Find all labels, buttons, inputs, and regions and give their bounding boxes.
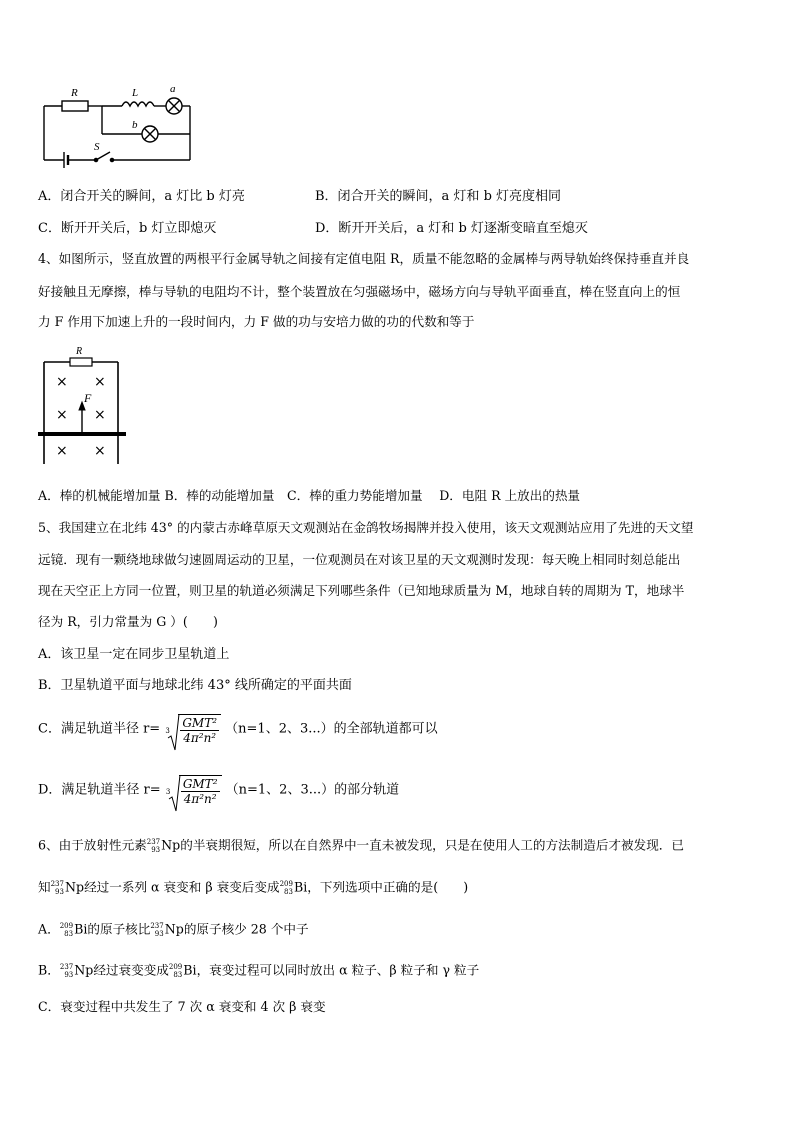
rails-diagram: [36, 342, 136, 467]
fig1-label-b: b: [132, 119, 138, 131]
q4-text-line1: 4、如图所示，竖直放置的两根平行金属导轨之间接有定值电阻 R，质量不能忽略的金属棒与两导轨始终保持垂直并良: [38, 251, 690, 266]
q6-text-line1: [38, 838, 684, 854]
circuit-diagram-1: [38, 78, 198, 173]
q5-option-c: [38, 714, 438, 744]
q5-option-c-prefix: C．满足轨道半径 r=: [38, 721, 161, 737]
nuclide-np: [147, 838, 180, 854]
fraction-denominator: 4π²n²: [183, 792, 217, 806]
nuclide-np: 237 93Np: [59, 962, 94, 979]
q3-option-d: D．断开开关后，a 灯和 b 灯逐渐变暗直至熄灭: [315, 221, 588, 236]
q3-option-b: B．闭合开关的瞬间，a 灯和 b 灯亮度相同: [315, 189, 562, 204]
q5-option-c-suffix: （n=1、2、3...）的全部轨道都可以: [225, 721, 438, 737]
q6-line2-middle: 经过一系列 α 衰变和 β 衰变后变成: [84, 879, 280, 895]
radical-sign: [168, 714, 180, 752]
radical-sign: [169, 775, 181, 813]
q3-option-a: A．闭合开关的瞬间，a 灯比 b 灯亮: [38, 189, 245, 204]
cube-root-formula-c: [164, 714, 221, 744]
np-charge: 93: [151, 846, 161, 854]
rails-label-F: F: [84, 391, 92, 405]
root-index: 3: [165, 788, 171, 796]
cube-root-formula-d: [165, 775, 222, 805]
q5-option-a: A．该卫星一定在同步卫星轨道上: [38, 647, 230, 662]
fig1-label-a: a: [170, 83, 176, 95]
fraction-numerator: GMT²: [182, 716, 218, 730]
field-cross-6: ×: [94, 443, 106, 459]
q5-text-line4: 径为 R，引力常量为 G ）( ): [38, 614, 218, 629]
q6-option-c: C．衰变过程中共发生了 7 次 α 衰变和 4 次 β 衰变: [38, 999, 326, 1014]
q6-line2-suffix: ，下列选项中正确的是( ): [307, 879, 469, 895]
q5-text-line2: 远镜．现有一颗绕地球做匀速圆周运动的卫星，一位观测员在对该卫星的天文观测时发现：每天晚上相同时刻总能出: [38, 552, 681, 567]
fraction: [180, 717, 219, 744]
rails-label-R: R: [76, 346, 83, 357]
nuclide-np: 237 93Np: [50, 879, 85, 896]
q4-text-line2: 好接触且无摩擦，棒与导轨的电阻均不计，整个装置放在匀强磁场中，磁场方向与导轨平面垂直，棒在竖直向上的恒: [38, 284, 681, 299]
q6-option-a: A．209 83Bi的原子核比237 93Np的原子核少 28 个中子: [38, 921, 309, 938]
q5-option-b: B．卫星轨道平面与地球北纬 43° 线所确定的平面共面: [38, 678, 352, 693]
np-mass: 237: [146, 838, 161, 846]
fraction: [181, 778, 220, 805]
fraction-denominator: 4π²n²: [183, 731, 217, 745]
field-cross-1: ×: [56, 374, 68, 390]
q6-line1-suffix: 的半衰期很短，所以在自然界中一直未被发现，只是在使用人工的方法制造后才被发现．已: [180, 837, 684, 853]
np-symbol: Np: [161, 837, 181, 853]
q5-option-d: [38, 775, 399, 805]
fig1-label-S: S: [94, 141, 100, 153]
q5-text-line1: 5、我国建立在北纬 43° 的内蒙古赤峰草原天文观测站在金鸽牧场揭牌并投入使用，该天文观测站应用了先进的天文望: [38, 520, 694, 535]
fraction-numerator: GMT²: [182, 777, 218, 791]
q6-line1-prefix: 6、由于放射性元素: [38, 837, 147, 853]
q4-text-line3: 力 F 作用下加速上升的一段时间内，力 F 做的功与安培力做的功的代数和等于: [38, 314, 475, 329]
field-cross-5: ×: [56, 443, 68, 459]
field-cross-4: ×: [94, 407, 106, 423]
field-cross-3: ×: [56, 407, 68, 423]
root-index: 3: [165, 727, 170, 735]
fig1-label-L: L: [132, 87, 139, 99]
nuclide-bi: 209 83Bi: [279, 879, 308, 896]
q5-option-d-prefix: D．满足轨道半径 r=: [38, 782, 161, 798]
nuclide-np: 237 93Np: [150, 921, 184, 938]
fig1-label-R: R: [71, 87, 78, 99]
q4-options: A．棒的机械能增加量 B．棒的动能增加量 C．棒的重力势能增加量 D．电阻 R 上放出的热量: [38, 488, 581, 503]
q6-option-b: B．237 93Np经过衰变变成209 83Bi，衰变过程可以同时放出 α 粒子、β 粒子和 γ 粒子: [38, 962, 480, 979]
q6-line2-prefix: 知: [38, 879, 51, 895]
q3-option-c: C．断开开关后，b 灯立即熄灭: [38, 221, 217, 236]
nuclide-bi: 209 83Bi: [168, 962, 197, 979]
q6-text-line2: [38, 880, 468, 896]
nuclide-bi: 209 83Bi: [59, 921, 88, 938]
field-cross-2: ×: [94, 374, 106, 390]
q5-text-line3: 现在天空正上方同一位置，则卫星的轨道必须满足下列哪些条件（已知地球质量为 M，地球自转的周期为 T，地球半: [38, 583, 685, 598]
q5-option-d-suffix: （n=1、2、3...）的部分轨道: [225, 782, 400, 798]
